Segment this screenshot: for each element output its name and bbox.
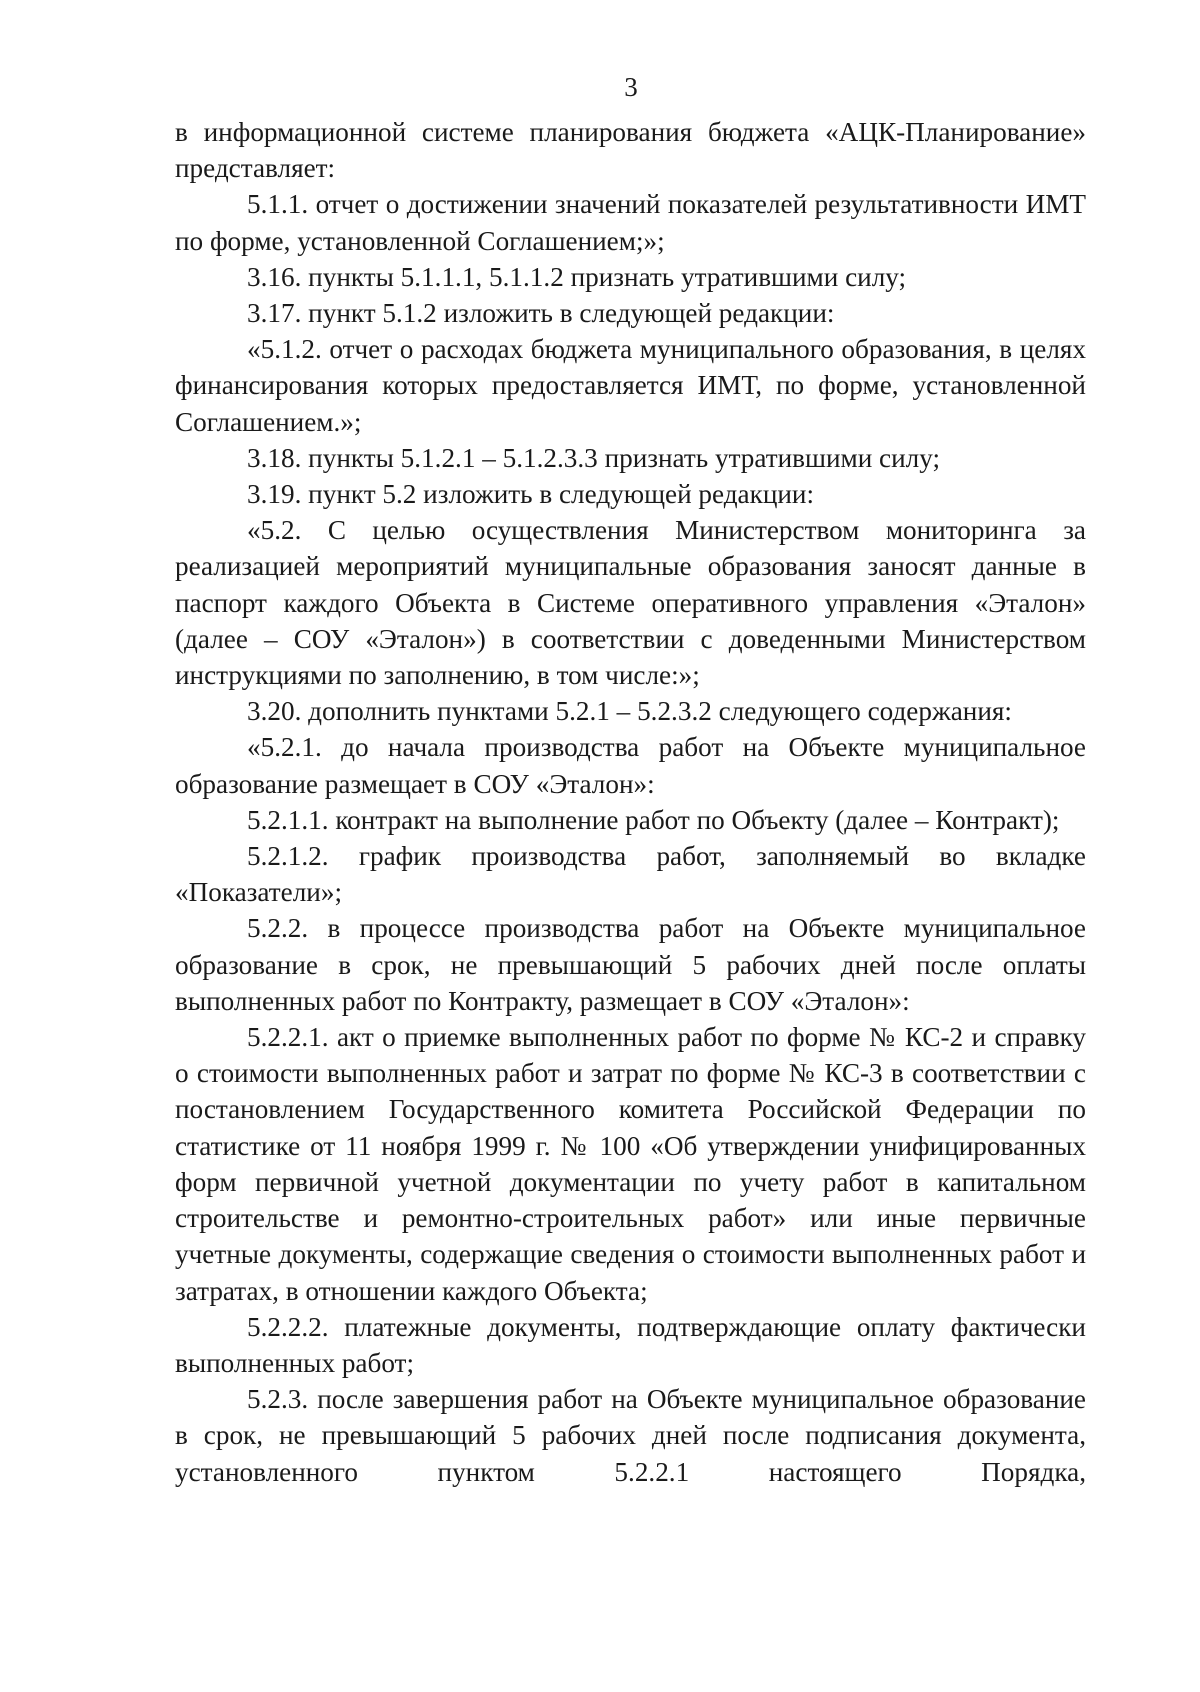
text-line: 5.2.3. после завершения работ на Объекте муниципальное — [247, 1384, 934, 1415]
text-line: выполненных работ; — [175, 1347, 414, 1378]
text-line: Контракт); — [935, 804, 1060, 835]
text-line: образование размещает в СОУ «Эталон»: — [175, 768, 655, 799]
text-line: 5.2.1.1. контракт на выполнение работ по Объекту (далее – — [247, 804, 929, 835]
text-line: установленной Соглашением.»; — [175, 370, 1086, 437]
paragraph — [175, 114, 1086, 186]
paragraph — [175, 910, 1086, 1019]
paragraph — [175, 802, 1086, 838]
text-line: 5.2.2.2. платежные документы, подтверждающие оплату фактически — [247, 1311, 1086, 1342]
paragraph — [175, 295, 1086, 331]
text-line: выполненных работ и затратах, в отношении каждого Объекта; — [175, 1239, 1086, 1306]
text-line: ИМТ по форме, установленной Соглашением;»; — [175, 189, 1086, 256]
text-line: в соответствии с постановлением Государственного комитета Российской — [175, 1058, 1086, 1125]
text-line: в целях финансирования которых предоставляется ИМТ, по форме, — [175, 334, 1087, 401]
paragraph — [175, 1381, 1086, 1490]
text-line: 3.20. дополнить пунктами 5.2.1 – 5.2.3.2 следующего содержания: — [247, 696, 1012, 727]
paragraph — [175, 1019, 1086, 1309]
text-line: 3.18. пункты 5.1.2.1 – 5.1.2.3.3 признать утратившими силу; — [247, 442, 941, 473]
text-line: «5.2.1. до начала производства работ на Объекте муниципальное — [247, 732, 1086, 763]
paragraph — [175, 476, 1086, 512]
paragraph — [175, 693, 1086, 729]
text-line: первичные учетные документы, содержащие сведения о стоимости — [175, 1203, 1086, 1270]
text-line: документа, установленного пунктом 5.2.2.1 настоящего Порядка, — [175, 1420, 1086, 1487]
paragraph — [175, 512, 1086, 693]
paragraph — [175, 1309, 1086, 1381]
document-body — [175, 114, 1086, 1490]
text-line: и справку о стоимости выполненных работ и затрат по форме № КС-3 — [175, 1022, 1086, 1089]
text-line: образование в срок, не превышающий 5 рабочих дней после подписания — [175, 1384, 1087, 1451]
text-line: в паспорт каждого Объекта в Системе оперативного управления «Эталон» — [175, 551, 1087, 618]
text-line: в капитальном строительстве и ремонтно-строительных работ» или иные — [175, 1166, 1086, 1234]
text-line: за реализацией мероприятий муниципальные образования заносят данные — [175, 515, 1086, 582]
text-line: инструкциями по заполнению, в том числе:»; — [175, 660, 700, 691]
text-line: «Показатели»; — [175, 877, 343, 908]
text-line: «5.1.2. отчет о расходах бюджета муниципального образования, — [247, 334, 992, 365]
text-line: 5.2.2.1. акт о приемке выполненных работ по форме № КС-2 — [247, 1022, 964, 1053]
text-line: 5.2.1.2. график производства работ, заполняемый во вкладке — [247, 841, 1086, 872]
text-line: (далее – СОУ «Эталон») в соответствии с доведенными Министерством — [175, 623, 1086, 654]
text-line: выполненных работ по Контракту, размещает в СОУ «Эталон»: — [175, 985, 910, 1016]
paragraph — [175, 838, 1086, 910]
text-line: 3.19. пункт 5.2 изложить в следующей редакции: — [247, 479, 815, 510]
text-line: Федерации по статистике от 11 ноября 1999 г. № 100 «Об утверждении — [175, 1094, 1086, 1161]
paragraph — [175, 186, 1086, 258]
paragraph — [175, 331, 1086, 440]
paragraph — [175, 259, 1086, 295]
text-line: в информационной системе планирования бюджета «АЦК-Планирование» — [175, 117, 1086, 147]
text-line: 5.1.1. отчет о достижении значений показателей результативности — [247, 189, 1019, 220]
paragraph — [175, 729, 1086, 801]
text-line: 3.17. пункт 5.1.2 изложить в следующей редакции: — [247, 298, 835, 329]
text-line: образование в срок, не превышающий 5 рабочих дней после оплаты — [175, 949, 1086, 980]
text-line: унифицированных форм первичной учетной документации по учету работ — [175, 1130, 1086, 1197]
page-number: 3 — [624, 72, 638, 102]
text-line: «5.2. С целью осуществления Министерством мониторинга — [247, 515, 1037, 546]
text-line: 3.16. пункты 5.1.1.1, 5.1.1.2 признать утратившими силу; — [247, 261, 907, 292]
text-line: представляет: — [175, 153, 336, 184]
paragraph — [175, 440, 1086, 476]
text-line: 5.2.2. в процессе производства работ на Объекте муниципальное — [247, 913, 1086, 944]
